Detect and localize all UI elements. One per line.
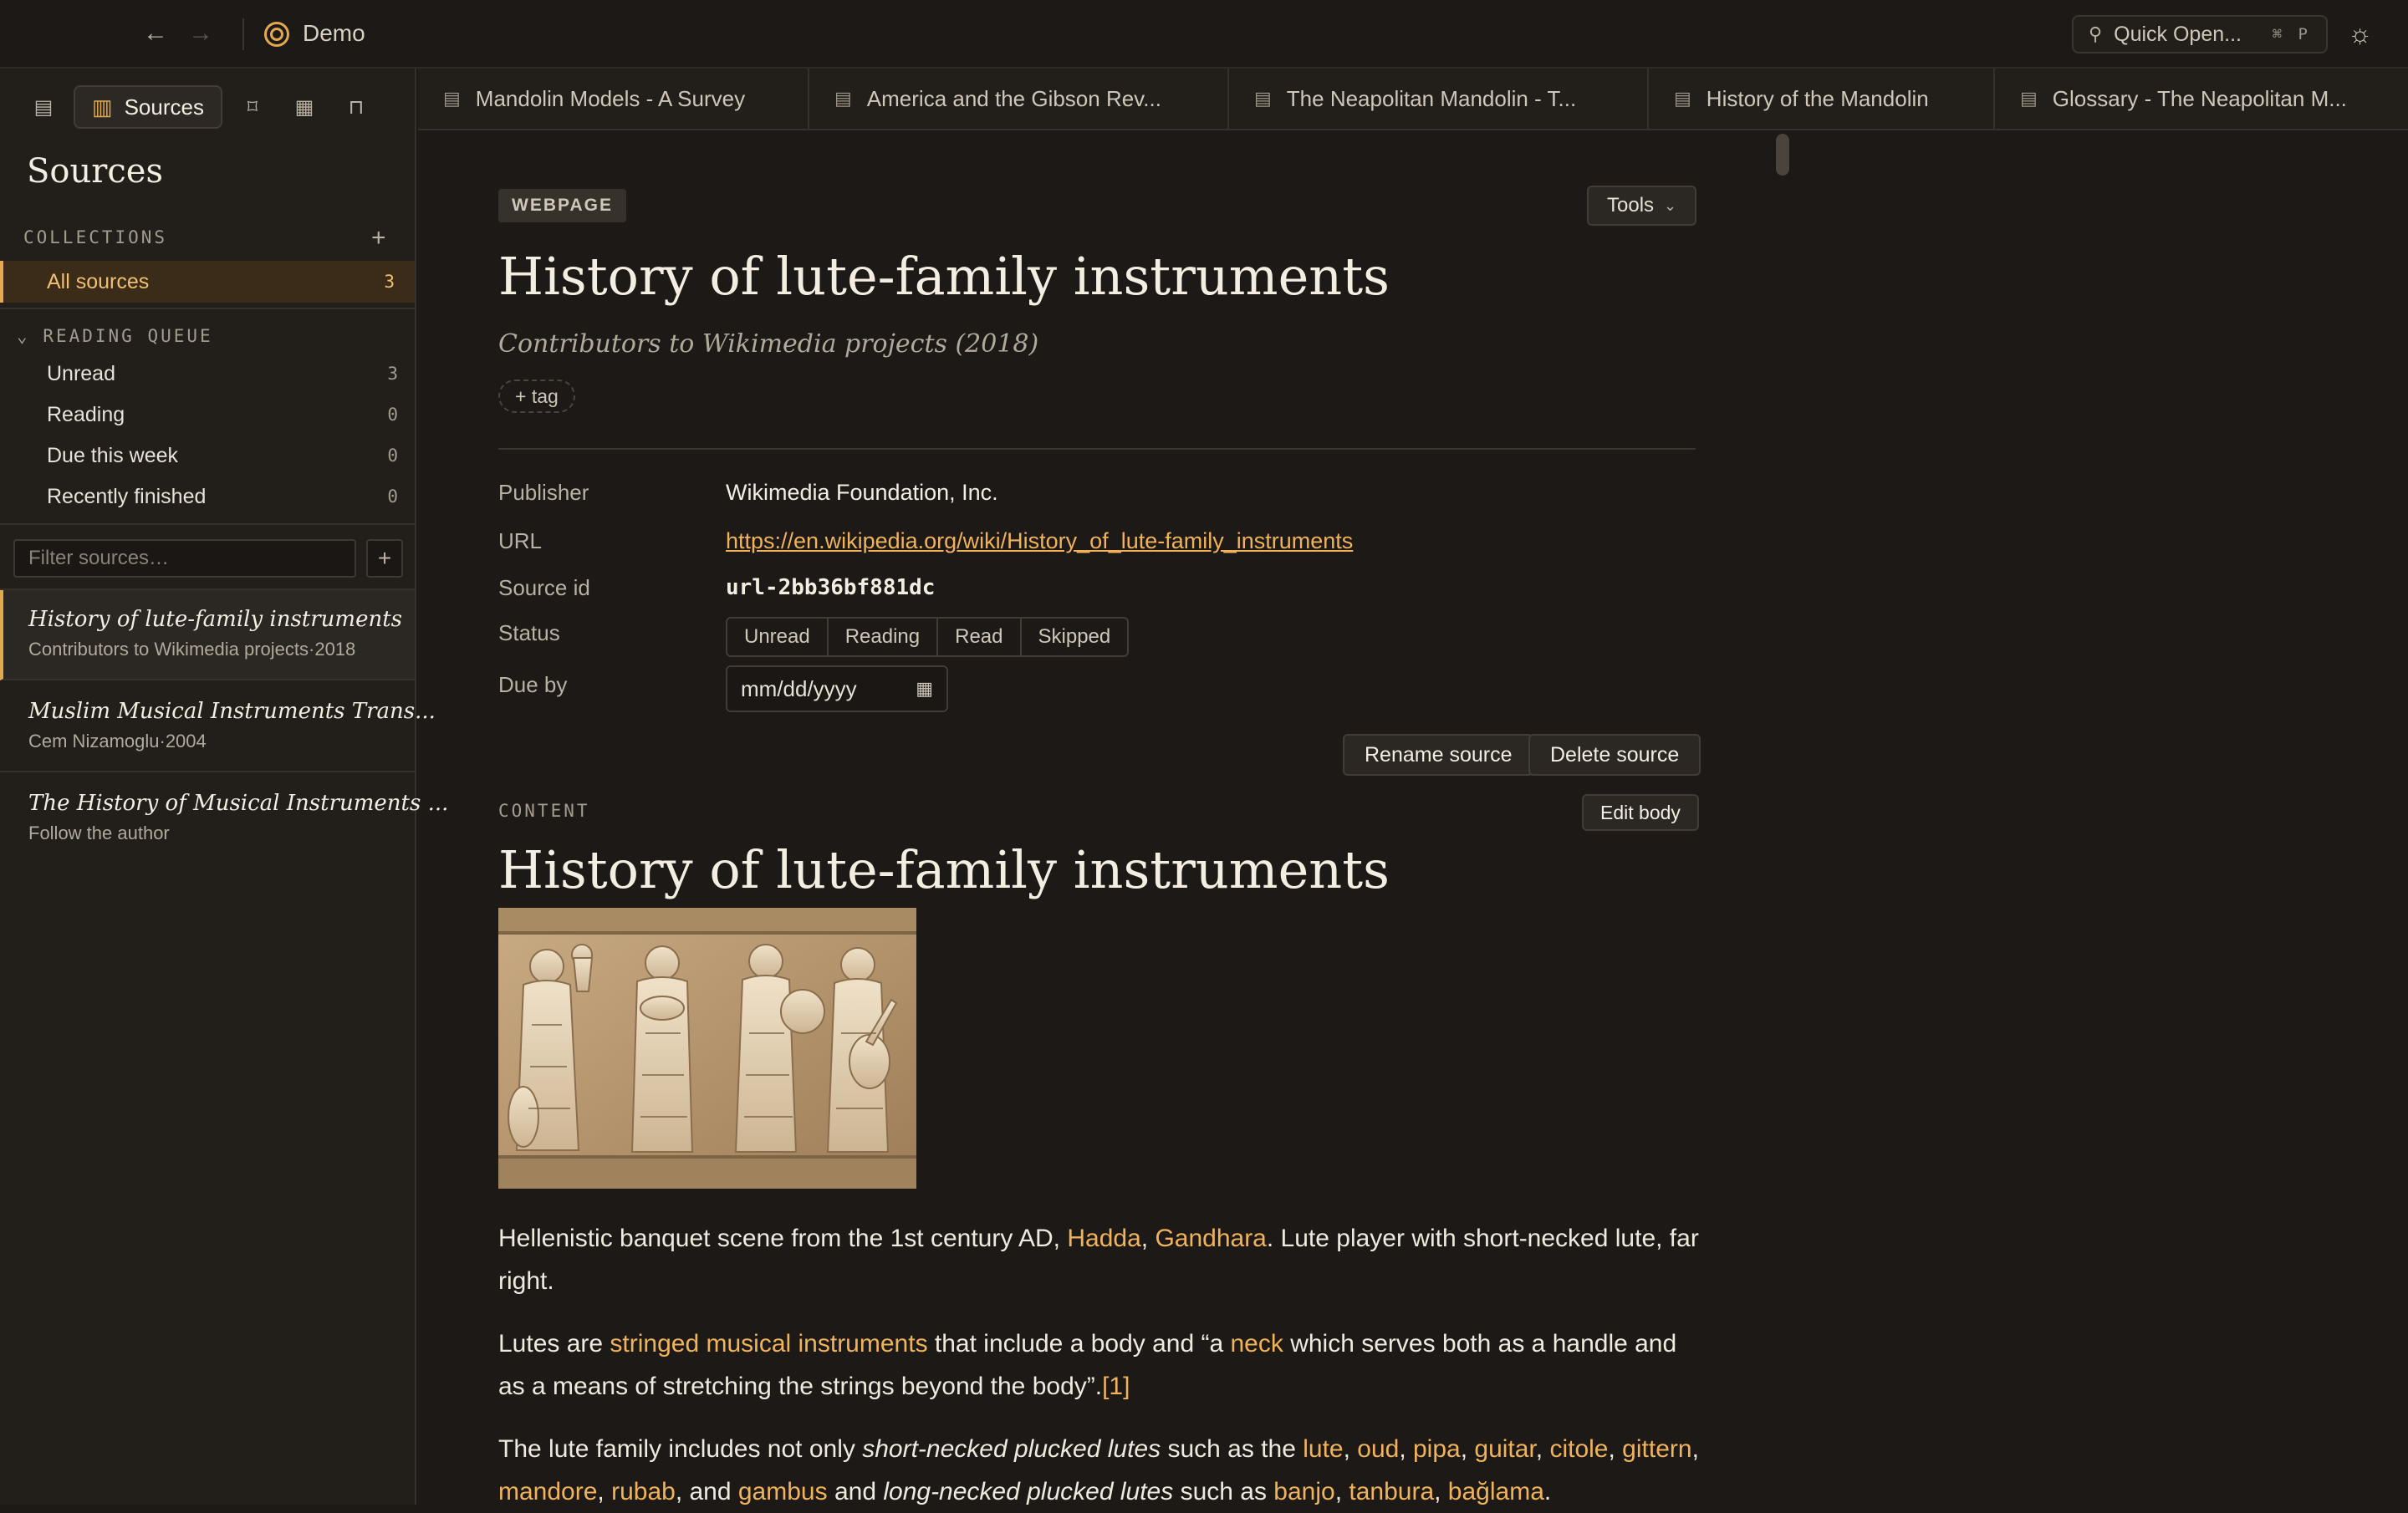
queue-item-count: 0 bbox=[387, 446, 398, 466]
add-collection-button[interactable] bbox=[371, 224, 386, 252]
scrollbar-thumb[interactable] bbox=[1776, 134, 1789, 176]
arrow-right-icon: → bbox=[188, 19, 213, 47]
tab-documents[interactable] bbox=[22, 85, 65, 129]
link-tanbura[interactable]: tanbura bbox=[1349, 1478, 1435, 1505]
source-type-badge: WEBPAGE bbox=[498, 189, 626, 222]
queue-item-label: Due this week bbox=[47, 443, 179, 467]
document-icon: ▤ bbox=[1674, 88, 1691, 109]
document-tabs bbox=[418, 69, 2408, 130]
status-option-read[interactable]: Read bbox=[938, 619, 1021, 655]
text: , bbox=[1434, 1478, 1448, 1505]
text: , bbox=[1399, 1435, 1413, 1463]
document-icon: ▤ bbox=[2020, 88, 2038, 109]
quick-open-button[interactable] bbox=[2072, 15, 2328, 53]
source-list-item[interactable] bbox=[0, 682, 436, 772]
link-rubab[interactable]: rubab bbox=[611, 1478, 676, 1505]
add-source-button[interactable] bbox=[366, 539, 403, 578]
document-view bbox=[418, 132, 2408, 1505]
due-date-placeholder: mm/dd/yyyy bbox=[741, 675, 857, 701]
tab-tags[interactable] bbox=[231, 85, 274, 129]
document-tab-label: The Neapolitan Mandolin - T... bbox=[1286, 85, 1577, 111]
content-label: CONTENT bbox=[498, 801, 590, 821]
tools-dropdown[interactable] bbox=[1587, 186, 1696, 226]
filter-sources-input[interactable] bbox=[13, 539, 356, 578]
source-meta: Follow the author bbox=[28, 823, 170, 843]
link-mandore[interactable]: mandore bbox=[498, 1478, 598, 1505]
queue-item-unread[interactable] bbox=[47, 357, 398, 390]
text: , bbox=[1334, 1478, 1349, 1505]
link-lute[interactable]: lute bbox=[1303, 1435, 1344, 1463]
reading-queue-label: READING QUEUE bbox=[43, 326, 213, 346]
source-title: Muslim Musical Instruments Trans... bbox=[28, 699, 436, 724]
queue-item-count: 0 bbox=[387, 405, 398, 425]
top-bar bbox=[0, 0, 2408, 69]
citation-link[interactable]: [1] bbox=[1102, 1373, 1130, 1400]
document-icon: ▤ bbox=[33, 95, 54, 119]
publisher-value: Wikimedia Foundation, Inc. bbox=[726, 480, 998, 505]
document-tab-label: History of the Mandolin bbox=[1706, 85, 1929, 111]
source-id-label: Source id bbox=[498, 575, 590, 600]
link-banjo[interactable]: banjo bbox=[1273, 1478, 1335, 1505]
queue-item-count: 3 bbox=[387, 364, 398, 384]
text: such as the bbox=[1161, 1435, 1303, 1463]
divider bbox=[0, 523, 415, 525]
forward-button[interactable] bbox=[186, 18, 216, 48]
reading-queue-toggle[interactable] bbox=[17, 326, 213, 346]
source-title: The History of Musical Instruments ... bbox=[28, 791, 449, 816]
text: that include a body and “a bbox=[927, 1330, 1231, 1358]
document-icon: ▤ bbox=[1254, 88, 1272, 109]
sidebar-title: Sources bbox=[27, 152, 163, 191]
due-by-label: Due by bbox=[498, 672, 568, 697]
text: . Lute player with short-necked lute, far right. bbox=[498, 1225, 1699, 1295]
tools-label: Tools bbox=[1607, 194, 1655, 217]
text: long-necked plucked lutes bbox=[883, 1478, 1174, 1505]
plus-icon: + bbox=[377, 545, 392, 571]
text: Lutes are bbox=[498, 1330, 610, 1358]
sidebar bbox=[0, 69, 449, 1505]
queue-item-count: 0 bbox=[387, 487, 398, 507]
source-list-item[interactable] bbox=[0, 590, 415, 680]
tab-table[interactable] bbox=[283, 85, 326, 129]
chevron-down-icon: ⌄ bbox=[17, 326, 30, 346]
queue-item-label: Reading bbox=[47, 402, 125, 426]
document-icon: ▤ bbox=[834, 88, 852, 109]
page-title: History of lute-family instruments bbox=[498, 246, 1390, 307]
source-list-item[interactable] bbox=[0, 774, 449, 864]
text: , bbox=[1343, 1435, 1358, 1463]
document-tab[interactable] bbox=[1649, 69, 1995, 129]
divider bbox=[498, 448, 1696, 450]
theme-toggle-button[interactable] bbox=[2348, 18, 2372, 49]
source-title: History of lute-family instruments bbox=[28, 607, 403, 632]
link-citole[interactable]: citole bbox=[1549, 1435, 1609, 1463]
text: , bbox=[1608, 1435, 1623, 1463]
tab-bookmarks[interactable] bbox=[334, 85, 378, 129]
status-label: Status bbox=[498, 620, 560, 645]
link-neck[interactable]: neck bbox=[1230, 1330, 1283, 1358]
document-tab-label: Mandolin Models - A Survey bbox=[475, 85, 746, 111]
collections-label: COLLECTIONS bbox=[23, 227, 168, 247]
text: The lute family includes not only bbox=[498, 1435, 863, 1463]
document-tab[interactable] bbox=[1229, 69, 1649, 129]
document-tab[interactable] bbox=[418, 69, 809, 129]
status-option-unread[interactable]: Unread bbox=[727, 619, 829, 655]
document-tab[interactable] bbox=[1995, 69, 2408, 129]
body-title: History of lute-family instruments bbox=[498, 839, 1390, 900]
source-meta: Cem Nizamoglu·2004 bbox=[28, 731, 207, 751]
url-label: URL bbox=[498, 528, 543, 553]
due-date-input[interactable] bbox=[726, 665, 948, 712]
relief-image bbox=[498, 908, 916, 1189]
tag-icon: ⌑ bbox=[247, 95, 258, 119]
text: and bbox=[827, 1478, 884, 1505]
all-sources-count: 3 bbox=[384, 272, 395, 292]
link-gandhara[interactable]: Gandhara bbox=[1155, 1225, 1267, 1252]
link-stringed-instruments[interactable]: stringed musical instruments bbox=[610, 1330, 928, 1358]
image-caption bbox=[498, 1217, 1702, 1302]
divider bbox=[242, 18, 244, 50]
source-meta: Contributors to Wikimedia projects·2018 bbox=[28, 639, 356, 660]
all-sources-label: All sources bbox=[47, 269, 150, 293]
bookmark-icon: ⊓ bbox=[348, 95, 365, 119]
back-button[interactable] bbox=[140, 18, 171, 48]
queue-item-due-this-week[interactable] bbox=[47, 439, 398, 472]
text: such as bbox=[1173, 1478, 1274, 1505]
text: Hellenistic banquet scene from the 1st century AD, bbox=[498, 1225, 1068, 1252]
tab-sources-label: Sources bbox=[124, 94, 204, 120]
document-tab[interactable] bbox=[809, 69, 1229, 129]
sources-icon: ▥ bbox=[92, 94, 113, 120]
text: short-necked plucked lutes bbox=[862, 1435, 1161, 1463]
divider bbox=[0, 308, 415, 309]
text: , bbox=[597, 1478, 612, 1505]
link-guitar[interactable]: guitar bbox=[1474, 1435, 1536, 1463]
link-hadda[interactable]: Hadda bbox=[1067, 1225, 1141, 1252]
queue-item-label: Unread bbox=[47, 361, 115, 385]
document-tab-label: Glossary - The Neapolitan M... bbox=[2052, 85, 2347, 111]
sidebar-tabs bbox=[22, 85, 386, 129]
text: , bbox=[1140, 1225, 1156, 1252]
paragraph bbox=[498, 1322, 1702, 1408]
text: , bbox=[1460, 1435, 1475, 1463]
quick-open-label: Quick Open... bbox=[2114, 22, 2242, 46]
publisher-label: Publisher bbox=[498, 480, 589, 505]
paragraph bbox=[498, 1428, 1702, 1513]
rename-source-button[interactable]: Rename source bbox=[1343, 734, 1533, 776]
workspace-icon bbox=[264, 22, 289, 47]
add-tag-button[interactable]: + tag bbox=[498, 380, 575, 413]
sun-icon: ☼ bbox=[2348, 18, 2373, 48]
queue-item-label: Recently finished bbox=[47, 484, 207, 508]
link-oud[interactable]: oud bbox=[1357, 1435, 1400, 1463]
text: . bbox=[1543, 1478, 1552, 1505]
queue-item-recently-finished[interactable] bbox=[47, 480, 398, 513]
table-icon: ▦ bbox=[294, 95, 314, 119]
document-icon: ▤ bbox=[443, 88, 461, 109]
source-id-value: url-2bb36bf881dc bbox=[726, 575, 936, 600]
text: , bbox=[1535, 1435, 1550, 1463]
chevron-down-icon: ⌄ bbox=[1664, 196, 1677, 214]
status-segmented-control bbox=[726, 617, 1129, 657]
text: which serves both as a handle and as a means of stretching the strings beyond the body”. bbox=[498, 1330, 1677, 1400]
tab-sources[interactable] bbox=[74, 85, 222, 129]
delete-source-button[interactable]: Delete source bbox=[1528, 734, 1701, 776]
link-pipa[interactable]: pipa bbox=[1413, 1435, 1461, 1463]
plus-icon: + bbox=[371, 224, 386, 252]
arrow-left-icon: ← bbox=[143, 19, 168, 47]
url-link[interactable]: https://en.wikipedia.org/wiki/History_of_lute-family_instruments bbox=[726, 528, 1354, 553]
link-gambus[interactable]: gambus bbox=[737, 1478, 828, 1505]
queue-item-reading[interactable] bbox=[47, 398, 398, 431]
calendar-icon[interactable]: ▦ bbox=[916, 678, 933, 699]
text: , bbox=[1691, 1435, 1699, 1463]
document-tab-label: America and the Gibson Rev... bbox=[866, 85, 1161, 111]
link-baglama[interactable]: bağlama bbox=[1447, 1478, 1544, 1505]
collection-all-sources[interactable] bbox=[0, 261, 415, 303]
status-option-reading[interactable]: Reading bbox=[829, 619, 938, 655]
status-option-skipped[interactable]: Skipped bbox=[1038, 625, 1111, 648]
search-icon: ⚲ bbox=[2089, 23, 2103, 44]
workspace-name[interactable]: Demo bbox=[303, 20, 365, 46]
link-gittern[interactable]: gittern bbox=[1622, 1435, 1692, 1463]
quick-open-shortcut: ⌘ P bbox=[2272, 25, 2311, 43]
edit-body-button[interactable]: Edit body bbox=[1582, 794, 1699, 831]
source-author: Contributors to Wikimedia projects (2018) bbox=[498, 329, 1039, 359]
text: , and bbox=[675, 1478, 738, 1505]
